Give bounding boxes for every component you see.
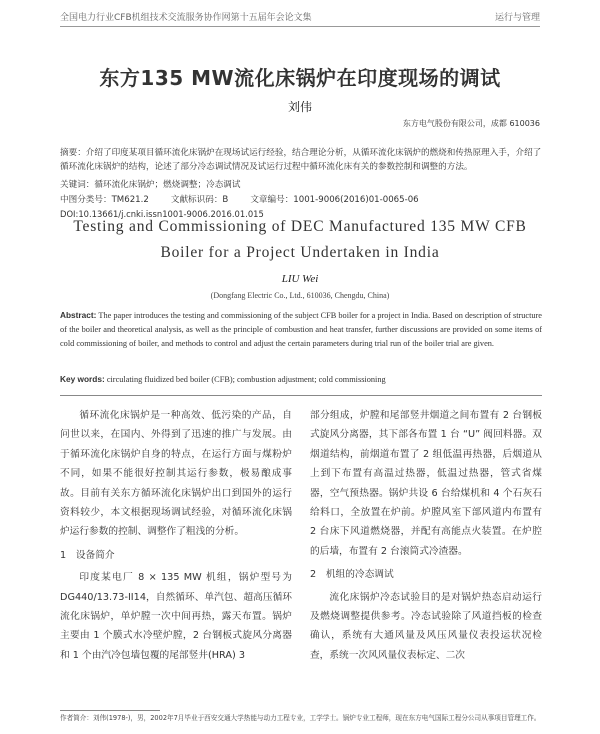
keywords-en-text: circulating fluidized bed boiler (CFB); combustion adjustment; cold commissioning (106, 375, 386, 384)
abstract-cn: 摘要：介绍了印度某项目循环流化床锅炉在现场试运行经验，结合理论分析，从循环流化床锅炉的燃烧和传热原理入手，介绍了循环流化床锅炉的结构，论述了部分冷态调试情况及试运行过程中循环流化床有关的参数控制和调整的方法。 (60, 148, 542, 172)
footnote-divider (60, 710, 160, 711)
abstract-en-label: Abstract: (60, 310, 97, 320)
affiliation-en: (Dongfang Electric Co., Ltd., 610036, Chengdu, China) (210, 291, 390, 300)
article-number: 文章编号：1001-9006(2016)01-0065-06 (250, 195, 419, 205)
author-footnote: 作者简介：刘伟(1978-)，男，2002年7月毕业于西安交通大学热能与动力工程专业，工学学士。锅炉专业工程师，现在东方电气国际工程分公司从事项目管理工作。 (60, 714, 541, 722)
keywords-cn: 关键词：循环流化床锅炉；燃烧调整；冷态调试 (60, 180, 241, 190)
running-header-left: 全国电力行业CFB机组技术交流服务协作网第十五届年会论文集 (60, 13, 312, 23)
header-divider (60, 26, 540, 27)
author-en: LIU Wei (281, 273, 319, 285)
abstract-en (60, 308, 542, 352)
page-title-en-line1: Testing and Commissioning of DEC Manufactured 135 MW CFB (73, 218, 527, 235)
body-column-left (60, 406, 292, 665)
affiliation-cn: 东方电气股份有限公司，成都 610036 (402, 119, 540, 128)
running-header-right: 运行与管理 (494, 13, 540, 23)
intro-paragraph: 循环流化床锅炉是一种高效、低污染的产品，自问世以来，在国内、外得到了迅速的推广与发展。由于循环流化床锅炉自身的特点，在运行方面与煤粉炉不同，如果不能很好控制其运行参数，极易酿成事故。目前有关东方循环流化床锅炉出口到国外的运行资料较少，本文根据现场调试经验，对循环流化床锅炉运行参数的控制、调整作了粗浅的分析。 (60, 410, 292, 538)
document-code: 文献标识码：B (170, 195, 229, 205)
page-title-cn: 东方135 MW流化床锅炉在印度现场的调试 (99, 66, 501, 90)
body-divider (60, 395, 542, 396)
body-column-right (310, 406, 542, 665)
section-1-heading: 1 设备简介 (60, 549, 115, 561)
keywords-en-label: Key words: (60, 374, 105, 384)
author-cn: 刘伟 (287, 100, 312, 114)
running-header (60, 10, 540, 23)
doi: DOI:10.13661/j.cnki.issn1001-9006.2016.01.015 (60, 209, 264, 219)
section-1-continued-paragraph: 部分组成，炉膛和尾部竖井烟道之间布置有 2 台钢板式旋风分离器，其下部各布置 1 台 “U” 阀回料器。双烟道结构，前烟道布置了 2 组低温再热器，后烟道从上到下布置有高温过热器，低温过热器，管式省煤器，空气预热器。锅炉共设 6 台给煤机和 4 个石灰石给料口，全放置在炉前。炉膛风室下部风道内布置有 2 台床下风道燃烧器，并配有高能点火装置。在炉腔的后墙，布置有 2 台滚筒式冷渣器。 (310, 410, 542, 557)
keywords-en (60, 374, 386, 384)
classification-row (60, 193, 542, 205)
clc-number: 中图分类号：TM621.2 (60, 195, 149, 205)
page-title-en-line2: Boiler for a Project Undertaken in India (160, 244, 440, 261)
section-1-paragraph: 印度某电厂 8 × 135 MW 机组，锅炉型号为 DG440/13.73-II14，自然循环、单汽包、超高压循环流化床锅炉，单炉膛一次中间再热，露天布置。锅炉主要由 1 个膜式水冷壁炉膛，2 台钢板式旋风分离器和 1 个由汽冷包墙包覆的尾部竖井(HRA) 3 (60, 572, 292, 661)
section-2-heading: 2 机组的冷态调试 (310, 569, 394, 581)
section-2-paragraph: 流化床锅炉冷态试验目的是对锅炉热态启动运行及燃烧调整提供参考。冷态试验除了风道挡板的检查确认，系统有大通风量及风压风量仪表投运状况检查，系统一次风风量仪表标定、二次 (310, 591, 542, 661)
abstract-en-text: The paper introduces the testing and commissioning of the subject CFB boiler for a project in India. Based on description of structure of the boiler and theoretical analysis, as well as the principle of combustion and heat transfer, further discussions are provided on some items of cold commissioning of boiler, and methods to control and adjust the certain parameters during trial run of the boiler trial are given. (60, 311, 542, 349)
